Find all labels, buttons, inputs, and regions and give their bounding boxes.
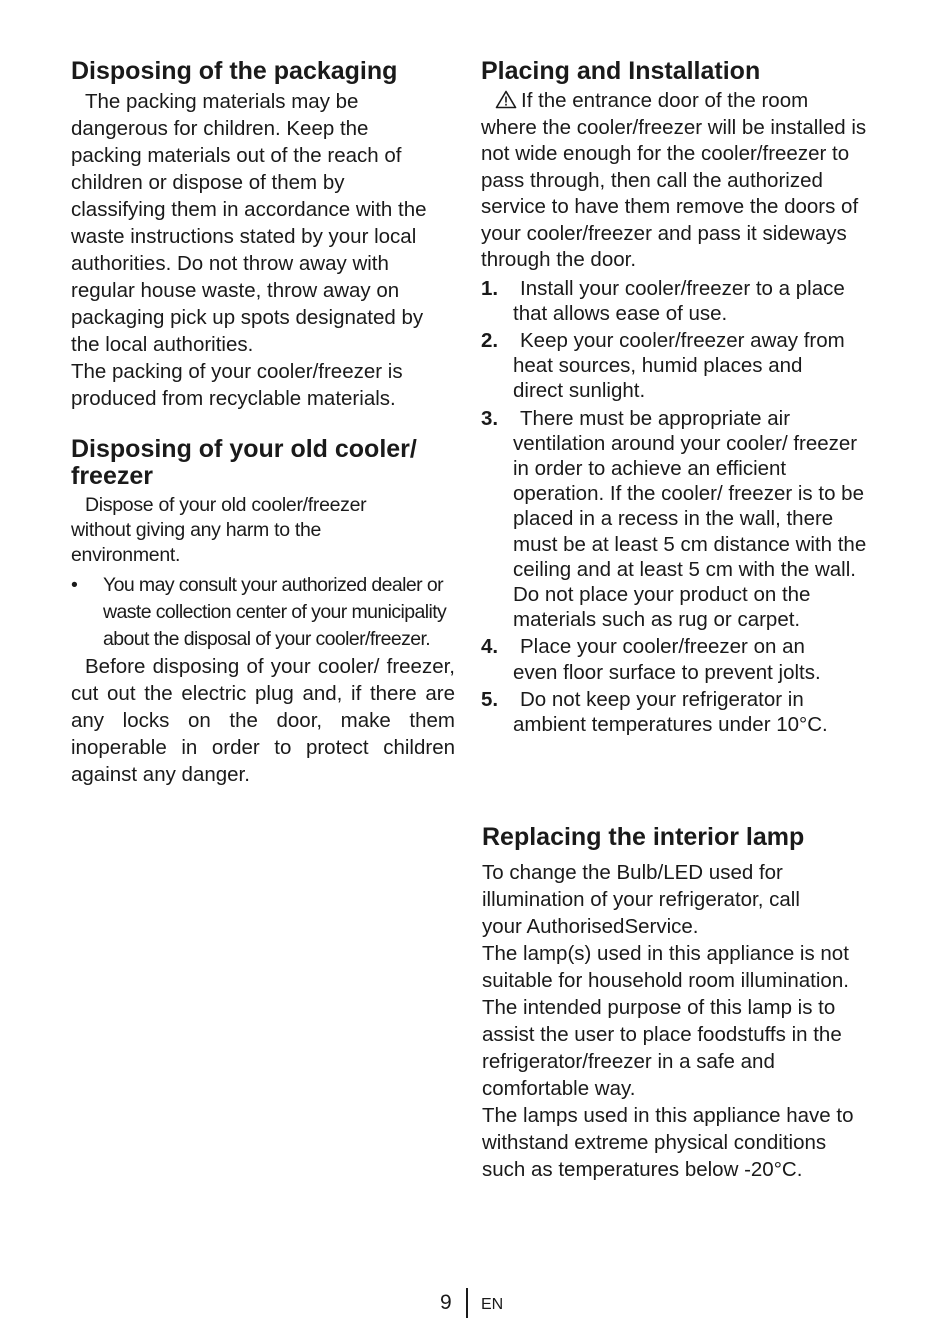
warning-text: If the entrance door of the room where the cooler/freezer will be installed is not wide enough for the cooler/freezer to pass through, then call the authorized service to have them remove the doors of your cooler/freezer and pass it sideways through the door. [481,89,867,271]
lamp-paragraph-2: The lamp(s) used in this appliance is not suitable for household room illumination. The intended purpose of this lamp is to assist the user to place foodstuffs in the refrigerator/freezer in a safe and comfortable way. [482,942,849,1100]
step-text: Place your cooler/freezer on an even floor surface to prevent jolts. [513,635,821,684]
step-number: 3. [481,406,499,430]
step-text: Install your cooler/freezer to a place that allows ease of use. [513,276,845,325]
language-code: EN [481,1296,504,1313]
section-disposing-packaging [71,58,455,412]
left-column [71,58,455,788]
heading-placing-installation: Placing and Installation [481,57,761,85]
step-number: 1. [481,276,499,300]
packaging-paragraph-1: The packing materials may be dangerous for children. Keep the packing materials out of the reach of children or dispose of them by classifying them in accordance with the waste instructions stated by your local authorities. Do not throw away with regular house waste, throw away on packaging pick up spots designated by the local authorities. [71,90,427,356]
old-cooler-paragraph-1: Dispose of your old cooler/freezer without giving any harm to the environment. [71,494,367,566]
page-footer [0,1288,950,1322]
step-number: 5. [481,687,499,711]
warning-triangle-icon [495,90,517,109]
page-number: 9 [440,1291,452,1314]
section-disposing-old-cooler [71,436,455,788]
list-item [71,572,455,653]
step-text: Keep your cooler/freezer away from heat sources, humid places and direct sunlight. [513,328,845,403]
list-item [481,687,873,737]
right-column [481,57,873,1181]
heading-replacing-lamp: Replacing the interior lamp [482,823,805,851]
step-text: Do not keep your refrigerator in ambient temperatures under 10°C. [513,687,828,736]
lamp-paragraph-1: To change the Bulb/LED used for illumination of your refrigerator, call your AuthorisedService. [482,861,800,938]
footer-divider [466,1288,468,1318]
list-item [481,328,873,404]
installation-steps-list [481,276,873,738]
bullet-marker: • [71,574,78,596]
warning-paragraph [481,88,867,274]
list-item [481,406,873,633]
section-placing-installation [481,58,873,737]
lamp-paragraph-3: The lamps used in this appliance have to withstand extreme physical conditions such as temperatures below -20°C. [482,1104,854,1181]
section-replacing-lamp [482,824,874,1183]
old-cooler-bullet-list [71,572,455,653]
heading-disposing-old-cooler: Disposing of your old cooler/ freezer [71,435,417,490]
list-item [481,276,873,326]
packaging-paragraph-2: The packing of your cooler/freezer is produced from recyclable materials. [71,360,403,410]
step-number: 4. [481,635,499,659]
heading-disposing-packaging: Disposing of the packaging [71,57,398,85]
step-number: 2. [481,328,499,352]
old-cooler-paragraph-2: Before disposing of your cooler/ freezer, cut out the electric plug and, if there are any locks on the door, make them inoperable in order to protect children against any danger. [71,655,455,786]
list-item [481,634,873,684]
step-text: There must be appropriate air ventilation around your cooler/ freezer in order to achieve an efficient operation. If the cooler/ freezer is to be placed in a recess in the wall, there must be at least 5 cm distance with the ceiling and at least 5 cm with the wall. Do not place your product on the materials such as rug or carpet. [513,406,867,632]
bullet-text: You may consult your authorized dealer or waste collection center of your municipality about the disposal of your cooler/freezer. [103,574,447,650]
